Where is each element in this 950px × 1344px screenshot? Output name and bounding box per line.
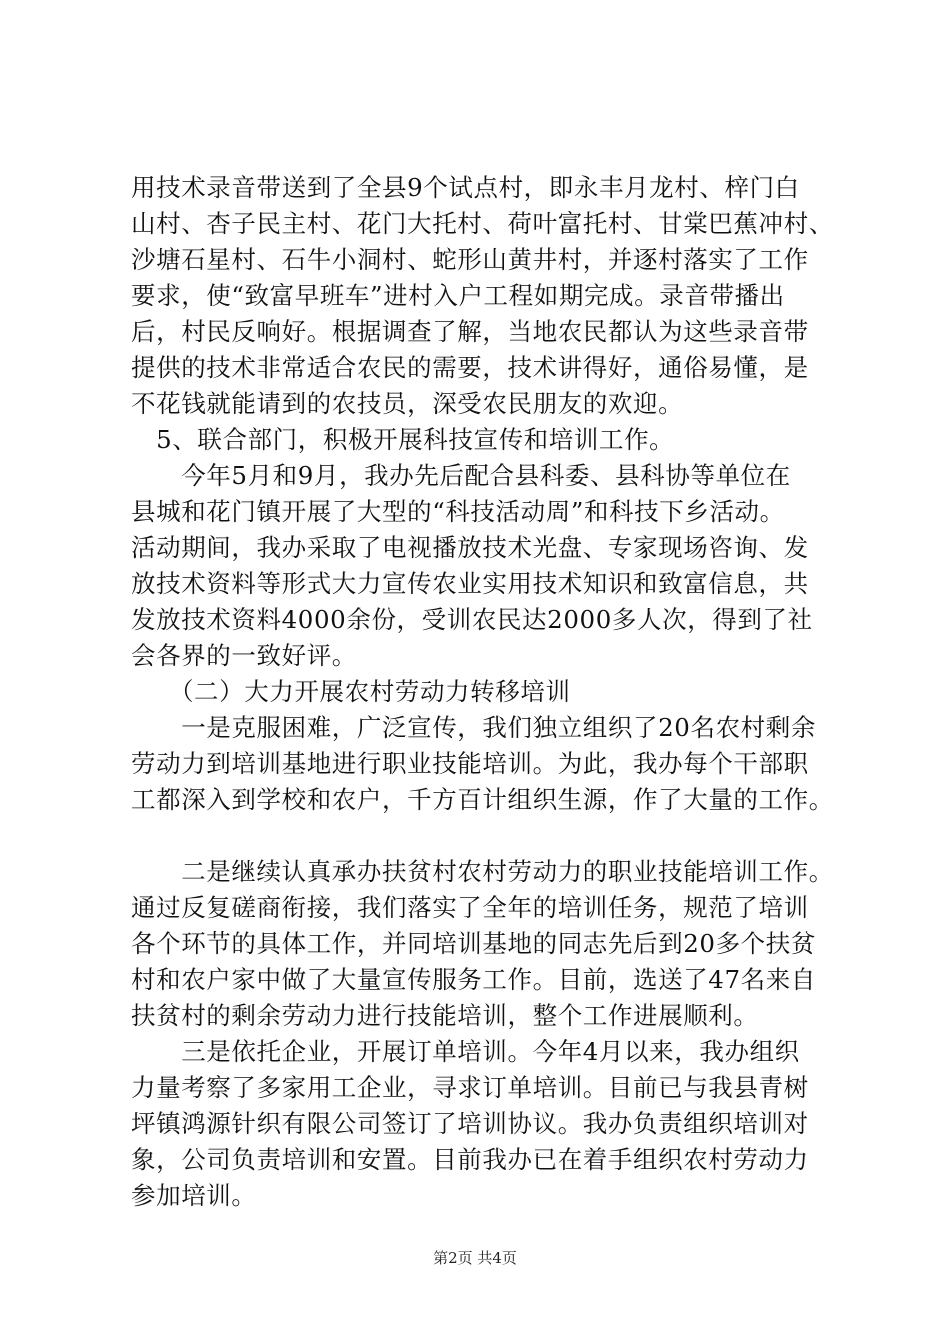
text-line: 用技术录音带送到了全县9个试点村，即永丰月龙村、梓门白: [131, 173, 800, 202]
text-line: 各个环节的具体工作，并同培训基地的同志先后到20多个扶贫: [131, 929, 816, 958]
page-number-footer: 第2页 共4页: [433, 1249, 517, 1267]
text-line: 活动期间，我办采取了电视播放技术光盘、专家现场咨询、发: [131, 533, 809, 562]
text-line: 参加培训。: [131, 1181, 257, 1210]
text-line: 象，公司负责培训和安置。目前我办已在着手组织农村劳动力: [131, 1145, 809, 1174]
text-line: 沙塘石星村、石牛小洞村、蛇形山黄井村，并逐村落实了工作: [131, 245, 809, 274]
text-line: 村和农户家中做了大量宣传服务工作。目前，选送了47名来自: [131, 965, 816, 994]
text-line: 会各界的一致好评。: [131, 641, 357, 670]
text-line: 发放技术资料4000余份，受训农民达2000多人次，得到了社: [131, 605, 813, 634]
section-heading: （二）大力开展农村劳动力转移培训: [131, 677, 571, 706]
text-line: 提供的技术非常适合农民的需要，技术讲得好，通俗易懂，是: [131, 353, 809, 382]
text-line: 三是依托企业，开展订单培训。今年4月以来，我办组织: [131, 1037, 800, 1066]
text-line: 劳动力到培训基地进行职业技能培训。为此，我办每个干部职: [131, 749, 809, 778]
text-line: 今年5月和9月，我办先后配合县科委、县科协等单位在: [131, 461, 791, 490]
text-line: 扶贫村的剩余劳动力进行技能培训，整个工作进展顺利。: [131, 1001, 759, 1030]
text-line: 山村、杏子民主村、花门大托村、荷叶富托村、甘棠巴蕉冲村、: [131, 209, 834, 238]
text-line: 二是继续认真承办扶贫村农村劳动力的职业技能培训工作。: [131, 857, 834, 886]
text-line: 坪镇鸿源针织有限公司签订了培训协议。我办负责组织培训对: [131, 1109, 809, 1138]
text-line: 不花钱就能请到的农技员，深受农民朋友的欢迎。: [131, 389, 684, 418]
section-heading: 5、联合部门，积极开展科技宣传和培训工作。: [131, 425, 675, 454]
text-line: 后，村民反响好。根据调查了解，当地农民都认为这些录音带: [131, 317, 809, 346]
text-line: 通过反复磋商衔接，我们落实了全年的培训任务，规范了培训: [131, 893, 809, 922]
text-line: 一是克服困难，广泛宣传，我们独立组织了20名农村剩余: [131, 713, 816, 742]
text-line: 要求，使“致富早班车”进村入户工程如期完成。录音带播出: [131, 281, 785, 310]
text-line: 放技术资料等形式大力宣传农业实用技术知识和致富信息，共: [131, 569, 809, 598]
text-line: 力量考察了多家用工企业，寻求订单培训。目前已与我县青树: [131, 1073, 809, 1102]
text-line: 县城和花门镇开展了大型的“科技活动周”和科技下乡活动。: [131, 497, 785, 526]
blank-line: [131, 818, 831, 854]
text-line: 工都深入到学校和农户，千方百计组织生源，作了大量的工作。: [131, 785, 834, 814]
